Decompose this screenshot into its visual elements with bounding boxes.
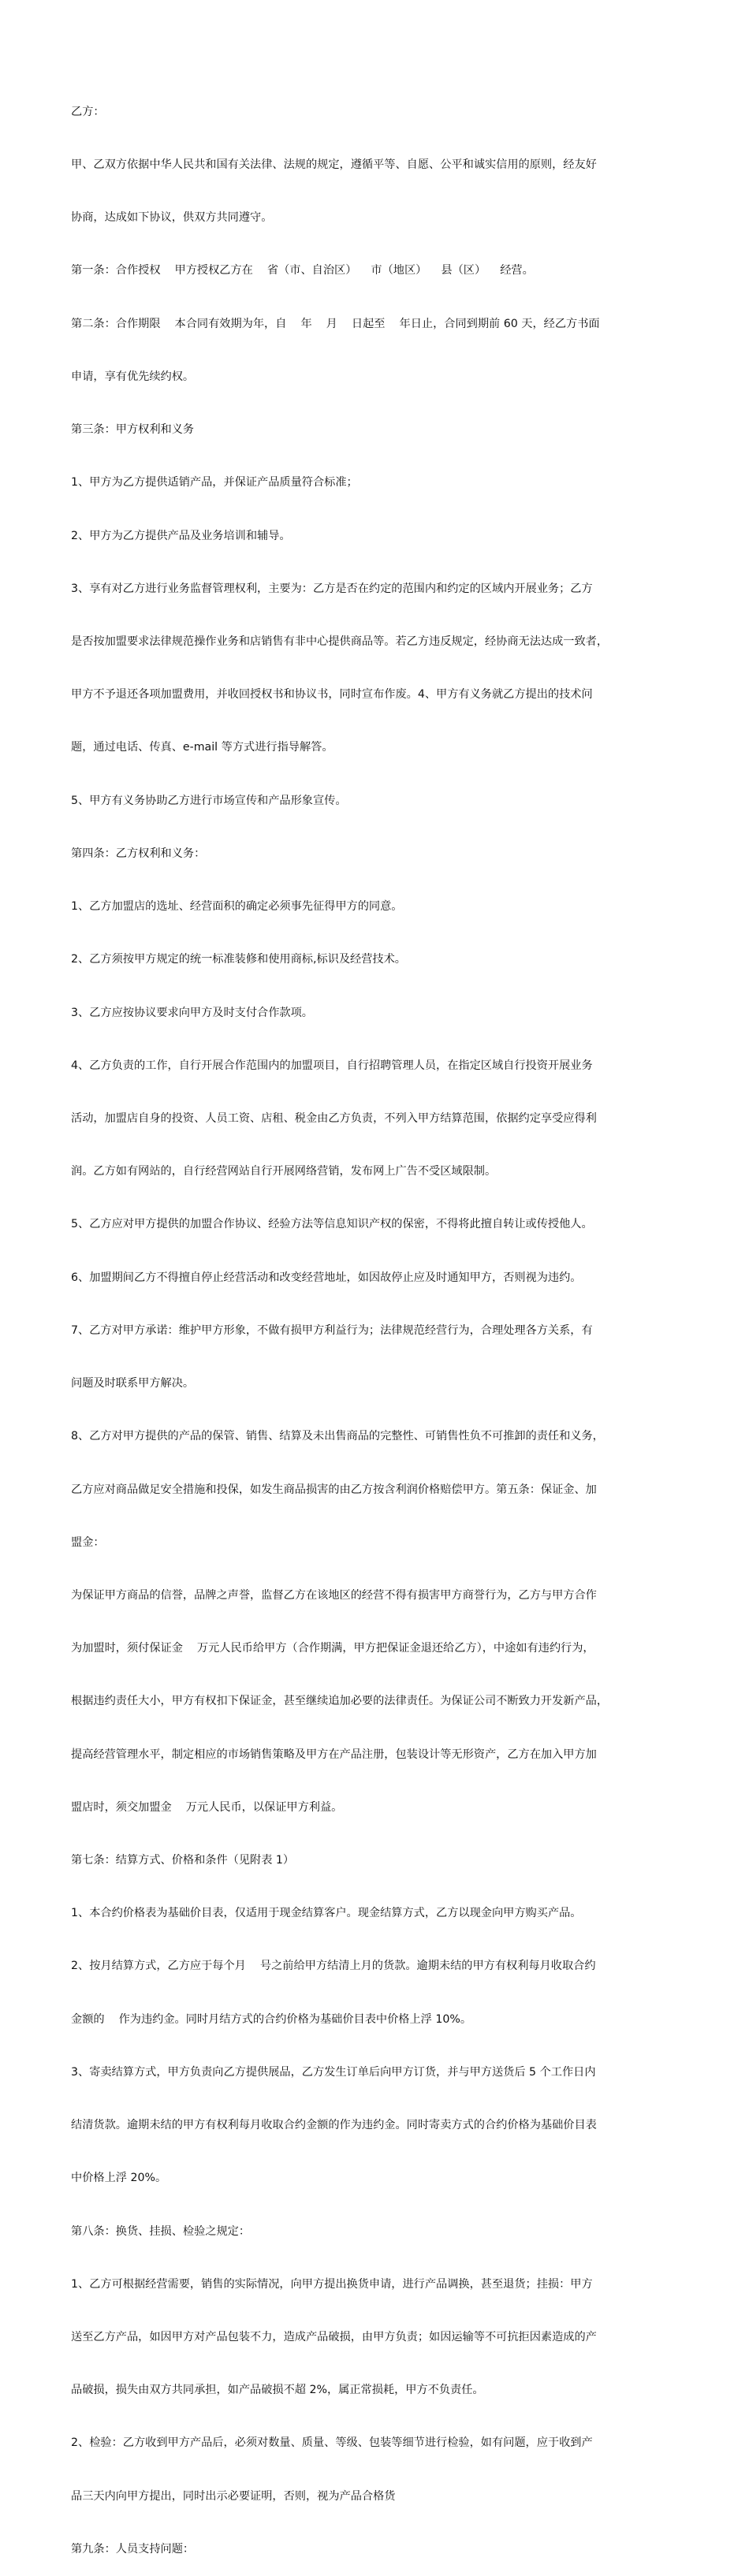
text-line: 问题及时联系甲方解决。 bbox=[71, 1377, 195, 1390]
text-line: 第八条：换货、挂损、检验之规定： bbox=[71, 2224, 251, 2238]
text-line: 品破损，损失由双方共同承担，如产品破损不超 2%，属正常损耗，甲方不负责任。 bbox=[71, 2384, 484, 2397]
text-line: 甲、乙双方依据中华人民共和国有关法律、法规的规定，遵循平等、自愿、公平和诚实信用的原则，经友好 bbox=[71, 158, 597, 172]
document-body bbox=[71, 68, 688, 2576]
text-line: 第二条：合作期限 本合同有效期为年，自 年 月 日起至 年日止，合同到期前 60 天，经乙方书面 bbox=[71, 317, 600, 330]
text-line: 协商，达成如下协议，供双方共同遵守。 bbox=[71, 211, 273, 225]
text-line: 第九条：人员支持问题： bbox=[71, 2542, 195, 2556]
text-line: 为加盟时，须付保证金 万元人民币给甲方（合作期满，甲方把保证金退还给乙方），中途如有违约行为， bbox=[71, 1642, 594, 1655]
text-line: 5、甲方有义务协助乙方进行市场宣传和产品形象宣传。 bbox=[71, 794, 347, 807]
text-line: 中价格上浮 20%。 bbox=[71, 2172, 167, 2185]
text-line: 乙方： bbox=[71, 105, 105, 118]
text-line: 第四条：乙方权利和义务： bbox=[71, 847, 206, 860]
text-line: 乙方应对商品做足安全措施和投保，如发生商品损害的由乙方按含利润价格赔偿甲方。第五条：保证金、加 bbox=[71, 1483, 597, 1496]
text-line: 送至乙方产品，如因甲方对产品包装不力，造成产品破损，由甲方负责；如因运输等不可抗拒因素造成的产 bbox=[71, 2331, 597, 2343]
text-line: 5、乙方应对甲方提供的加盟合作协议、经验方法等信息知识产权的保密，不得将此擅自转让或传授他人。 bbox=[71, 1218, 593, 1231]
text-line: 8、乙方对甲方提供的产品的保管、销售、结算及未出售商品的完整性、可销售性负不可推卸的责任和义务， bbox=[71, 1430, 604, 1443]
text-line: 金额的 作为违约金。同时月结方式的合约价格为基础价目表中价格上浮 10%。 bbox=[71, 2012, 472, 2026]
text-line: 4、乙方负责的工作，自行开展合作范围内的加盟项目，自行招聘管理人员，在指定区域自行投资开展业务 bbox=[71, 1059, 593, 1072]
text-line: 2、乙方须按甲方规定的统一标准装修和使用商标,标识及经营技术。 bbox=[71, 953, 406, 966]
text-line: 活动，加盟店自身的投资、人员工资、店租、税金由乙方负责，不列入甲方结算范围，依据约定享受应得利 bbox=[71, 1111, 597, 1125]
text-line: 品三天内向甲方提出，同时出示必要证明，否则，视为产品合格货 bbox=[71, 2489, 396, 2503]
text-line: 6、加盟期间乙方不得擅自停止经营活动和改变经营地址，如因故停止应及时通知甲方，否则视为违约。 bbox=[71, 1271, 582, 1284]
text-line: 3、享有对乙方进行业务监督管理权利，主要为：乙方是否在约定的范围内和约定的区域内开展业务；乙方 bbox=[71, 582, 593, 595]
text-line: 第三条：甲方权利和义务 bbox=[71, 423, 195, 437]
text-line: 7、乙方对甲方承诺：维护甲方形象，不做有损甲方利益行为；法律规范经营行为，合理处理各方关系，有 bbox=[71, 1323, 593, 1337]
text-line: 提高经营管理水平，制定相应的市场销售策略及甲方在产品注册，包装设计等无形资产，乙方在加入甲方加 bbox=[71, 1748, 597, 1761]
text-line: 润。乙方如有网站的，自行经营网站自行开展网络营销，发布网上广告不受区域限制。 bbox=[71, 1165, 497, 1178]
text-line: 1、甲方为乙方提供适销产品，并保证产品质量符合标准； bbox=[71, 476, 358, 490]
text-line: 盟店时，须交加盟金 万元人民币，以保证甲方利益。 bbox=[71, 1800, 343, 1814]
text-line: 盟金： bbox=[71, 1536, 105, 1549]
text-line: 1、本合约价格表为基础价目表，仅适用于现金结算客户。现金结算方式，乙方以现金向甲方购买产品。 bbox=[71, 1907, 582, 1920]
text-line: 第七条：结算方式、价格和条件（见附表 1） bbox=[71, 1854, 295, 1867]
text-line: 题，通过电话、传真、e-mail 等方式进行指导解答。 bbox=[71, 741, 334, 754]
text-line: 2、甲方为乙方提供产品及业务培训和辅导。 bbox=[71, 529, 291, 542]
text-line: 甲方不予退还各项加盟费用，并收回授权书和协议书，同时宣布作废。4、甲方有义务就乙方提出的技术问 bbox=[71, 688, 593, 702]
text-line: 3、寄卖结算方式，甲方负责向乙方提供展品，乙方发生订单后向甲方订货，并与甲方送货后 5 个工作日内 bbox=[71, 2065, 596, 2079]
text-line: 3、乙方应按协议要求向甲方及时支付合作款项。 bbox=[71, 1006, 313, 1019]
text-line: 第一条：合作授权 甲方授权乙方在 省（市、自治区） 市（地区） 县（区） 经营。 bbox=[71, 264, 534, 277]
text-line: 结清货款。逾期未结的甲方有权利每月收取合约金额的作为违约金。同时寄卖方式的合约价格为基础价目表 bbox=[71, 2119, 597, 2132]
text-line: 1、乙方加盟店的选址、经营面积的确定必须事先征得甲方的同意。 bbox=[71, 900, 403, 914]
text-line: 2、按月结算方式，乙方应于每个月 号之前给甲方结清上月的货款。逾期未结的甲方有权利每月收取合约 bbox=[71, 1960, 596, 1973]
text-line: 为保证甲方商品的信誉，品牌之声誉，监督乙方在该地区的经营不得有损害甲方商誉行为，乙方与甲方合作 bbox=[71, 1588, 597, 1602]
text-line: 申请，享有优先续约权。 bbox=[71, 370, 195, 383]
text-line: 根据违约责任大小，甲方有权扣下保证金，甚至继续追加必要的法律责任。为保证公司不断致力开发新产品， bbox=[71, 1695, 609, 1708]
text-line: 2、检验：乙方收到甲方产品后，必须对数量、质量、等级、包装等细节进行检验，如有问题，应于收到产 bbox=[71, 2436, 593, 2450]
text-line: 是否按加盟要求法律规范操作业务和店销售有非中心提供商品等。若乙方违反规定，经协商无法达成一致者， bbox=[71, 635, 609, 648]
text-line: 1、乙方可根据经营需要，销售的实际情况，向甲方提出换货申请，进行产品调换，甚至退货；挂损：甲方 bbox=[71, 2277, 593, 2291]
